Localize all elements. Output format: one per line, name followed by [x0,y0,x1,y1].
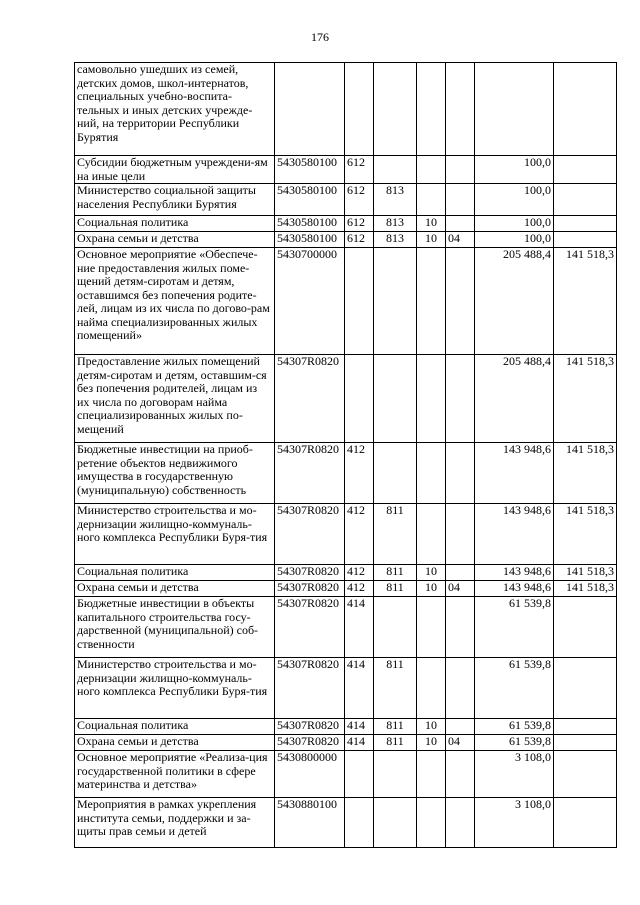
table-row [75,216,617,232]
section-code [417,504,446,565]
section-code [417,443,446,504]
target-article-code: 54307R0820 [275,581,345,597]
section-code [417,355,446,443]
page-number: 176 [311,30,329,44]
expense-type-code [345,63,374,156]
budget-table-body [75,63,617,848]
expense-type-code: 412 [345,565,374,581]
section-code: 10 [417,565,446,581]
row-description: Социальная политика [75,719,275,735]
department-code [374,798,417,848]
target-article-code: 5430800000 [275,751,345,798]
target-article-code: 5430580100 [275,184,345,216]
target-article-code: 54307R0820 [275,443,345,504]
subsection-code [446,719,475,735]
section-code [417,156,446,184]
section-code: 10 [417,735,446,751]
amount-federal: 141 518,3 [554,504,617,565]
expense-type-code: 414 [345,597,374,658]
department-code: 813 [374,216,417,232]
department-code [374,156,417,184]
department-code: 813 [374,232,417,248]
department-code: 811 [374,504,417,565]
target-article-code [275,63,345,156]
section-code: 10 [417,232,446,248]
subsection-code [446,565,475,581]
row-description: Основное мероприятие «Реализа-ция государственной политики в сфере материнства и детства» [75,751,275,798]
subsection-code [446,504,475,565]
target-article-code: 54307R0820 [275,719,345,735]
table-row [75,248,617,355]
amount-federal [554,751,617,798]
table-row [75,751,617,798]
expense-type-code: 412 [345,581,374,597]
table-row [75,719,617,735]
amount-total: 100,0 [475,156,554,184]
amount-federal [554,735,617,751]
amount-federal: 141 518,3 [554,248,617,355]
target-article-code: 5430580100 [275,216,345,232]
section-code [417,63,446,156]
row-description: Социальная политика [75,565,275,581]
table-row [75,232,617,248]
row-description: Социальная политика [75,216,275,232]
expense-type-code: 612 [345,216,374,232]
table-row [75,565,617,581]
table-row [75,581,617,597]
expense-type-code: 414 [345,735,374,751]
subsection-code [446,156,475,184]
subsection-code [446,443,475,504]
amount-federal [554,597,617,658]
section-code [417,597,446,658]
expense-type-code [345,798,374,848]
department-code: 811 [374,735,417,751]
amount-total: 100,0 [475,216,554,232]
table-row [75,798,617,848]
row-description: Министерство строительства и мо-дернизации жилищно-коммуналь-ного комплекса Республики Буря-тия [75,504,275,565]
amount-total: 61 539,8 [475,597,554,658]
amount-federal [554,232,617,248]
row-description: Охрана семьи и детства [75,581,275,597]
subsection-code [446,597,475,658]
amount-federal [554,658,617,719]
subsection-code [446,751,475,798]
amount-total: 100,0 [475,184,554,216]
amount-total: 205 488,4 [475,248,554,355]
section-code: 10 [417,719,446,735]
amount-federal [554,184,617,216]
department-code: 813 [374,184,417,216]
target-article-code: 54307R0820 [275,735,345,751]
table-row [75,355,617,443]
table-row [75,597,617,658]
amount-federal: 141 518,3 [554,443,617,504]
table-row [75,184,617,216]
target-article-code: 5430880100 [275,798,345,848]
expense-type-code: 612 [345,184,374,216]
expense-type-code [345,248,374,355]
row-description: Охрана семьи и детства [75,232,275,248]
row-description: Министерство строительства и мо-дернизации жилищно-коммуналь-ного комплекса Республики Буря-тия [75,658,275,719]
section-code [417,184,446,216]
expense-type-code: 612 [345,232,374,248]
expense-type-code: 414 [345,719,374,735]
department-code [374,597,417,658]
section-code [417,751,446,798]
amount-total: 61 539,8 [475,658,554,719]
target-article-code: 5430580100 [275,156,345,184]
table-row [75,658,617,719]
table-row [75,443,617,504]
row-description: Субсидии бюджетным учреждени-ям на иные цели [75,156,275,184]
subsection-code [446,658,475,719]
expense-type-code: 612 [345,156,374,184]
amount-total: 205 488,4 [475,355,554,443]
department-code: 811 [374,658,417,719]
subsection-code [446,63,475,156]
expense-type-code [345,355,374,443]
department-code [374,355,417,443]
amount-federal: 141 518,3 [554,355,617,443]
amount-total: 143 948,6 [475,565,554,581]
amount-total [475,63,554,156]
row-description: Министерство социальной защиты населения Республики Бурятия [75,184,275,216]
subsection-code [446,355,475,443]
row-description: Предоставление жилых помещений детям-сиротам и детям, оставшим-ся без попечения родителей, лицам из их числа по договорам найма специализированных жилых по-мещений [75,355,275,443]
expense-type-code [345,751,374,798]
subsection-code [446,798,475,848]
target-article-code: 5430580100 [275,232,345,248]
amount-total: 3 108,0 [475,751,554,798]
target-article-code: 54307R0820 [275,504,345,565]
amount-federal [554,63,617,156]
target-article-code: 5430700000 [275,248,345,355]
section-code: 10 [417,581,446,597]
row-description: Мероприятия в рамках укрепления института семьи, поддержки и за-щиты прав семьи и детей [75,798,275,848]
subsection-code [446,184,475,216]
amount-federal [554,798,617,848]
amount-total: 143 948,6 [475,443,554,504]
amount-total: 61 539,8 [475,735,554,751]
subsection-code: 04 [446,232,475,248]
amount-total: 100,0 [475,232,554,248]
department-code: 811 [374,565,417,581]
target-article-code: 54307R0820 [275,597,345,658]
department-code [374,443,417,504]
table-row [75,504,617,565]
budget-table [74,62,617,848]
amount-federal [554,719,617,735]
section-code [417,248,446,355]
amount-total: 143 948,6 [475,504,554,565]
row-description: Бюджетные инвестиции в объекты капитального строительства госу-дарственной (муниципальной) соб-ственности [75,597,275,658]
amount-total: 143 948,6 [475,581,554,597]
expense-type-code: 412 [345,504,374,565]
department-code: 811 [374,719,417,735]
expense-type-code: 414 [345,658,374,719]
section-code: 10 [417,216,446,232]
target-article-code: 54307R0820 [275,658,345,719]
section-code [417,658,446,719]
row-description: Бюджетные инвестиции на приоб-ретение объектов недвижимого имущества в государственную (муниципальную) собственность [75,443,275,504]
amount-federal [554,216,617,232]
amount-total: 61 539,8 [475,719,554,735]
amount-federal [554,156,617,184]
department-code [374,248,417,355]
subsection-code: 04 [446,581,475,597]
department-code: 811 [374,581,417,597]
row-description: самовольно ушедших из семей, детских домов, школ-интернатов, специальных учебно-воспита-тельных и иных детских учрежде-ний, на территории Республики Бурятия [75,63,275,156]
row-description: Охрана семьи и детства [75,735,275,751]
amount-federal: 141 518,3 [554,565,617,581]
target-article-code: 54307R0820 [275,355,345,443]
subsection-code [446,248,475,355]
table-row [75,735,617,751]
amount-federal: 141 518,3 [554,581,617,597]
subsection-code: 04 [446,735,475,751]
subsection-code [446,216,475,232]
target-article-code: 54307R0820 [275,565,345,581]
expense-type-code: 412 [345,443,374,504]
section-code [417,798,446,848]
table-row [75,156,617,184]
table-row [75,63,617,156]
row-description: Основное мероприятие «Обеспече-ние предоставления жилых поме-щений детям-сиротам и детям, оставшимся без попечения родите-лей, лицам из их числа по догово-рам найма специализированных жилых помещений» [75,248,275,355]
department-code [374,63,417,156]
amount-total: 3 108,0 [475,798,554,848]
department-code [374,751,417,798]
